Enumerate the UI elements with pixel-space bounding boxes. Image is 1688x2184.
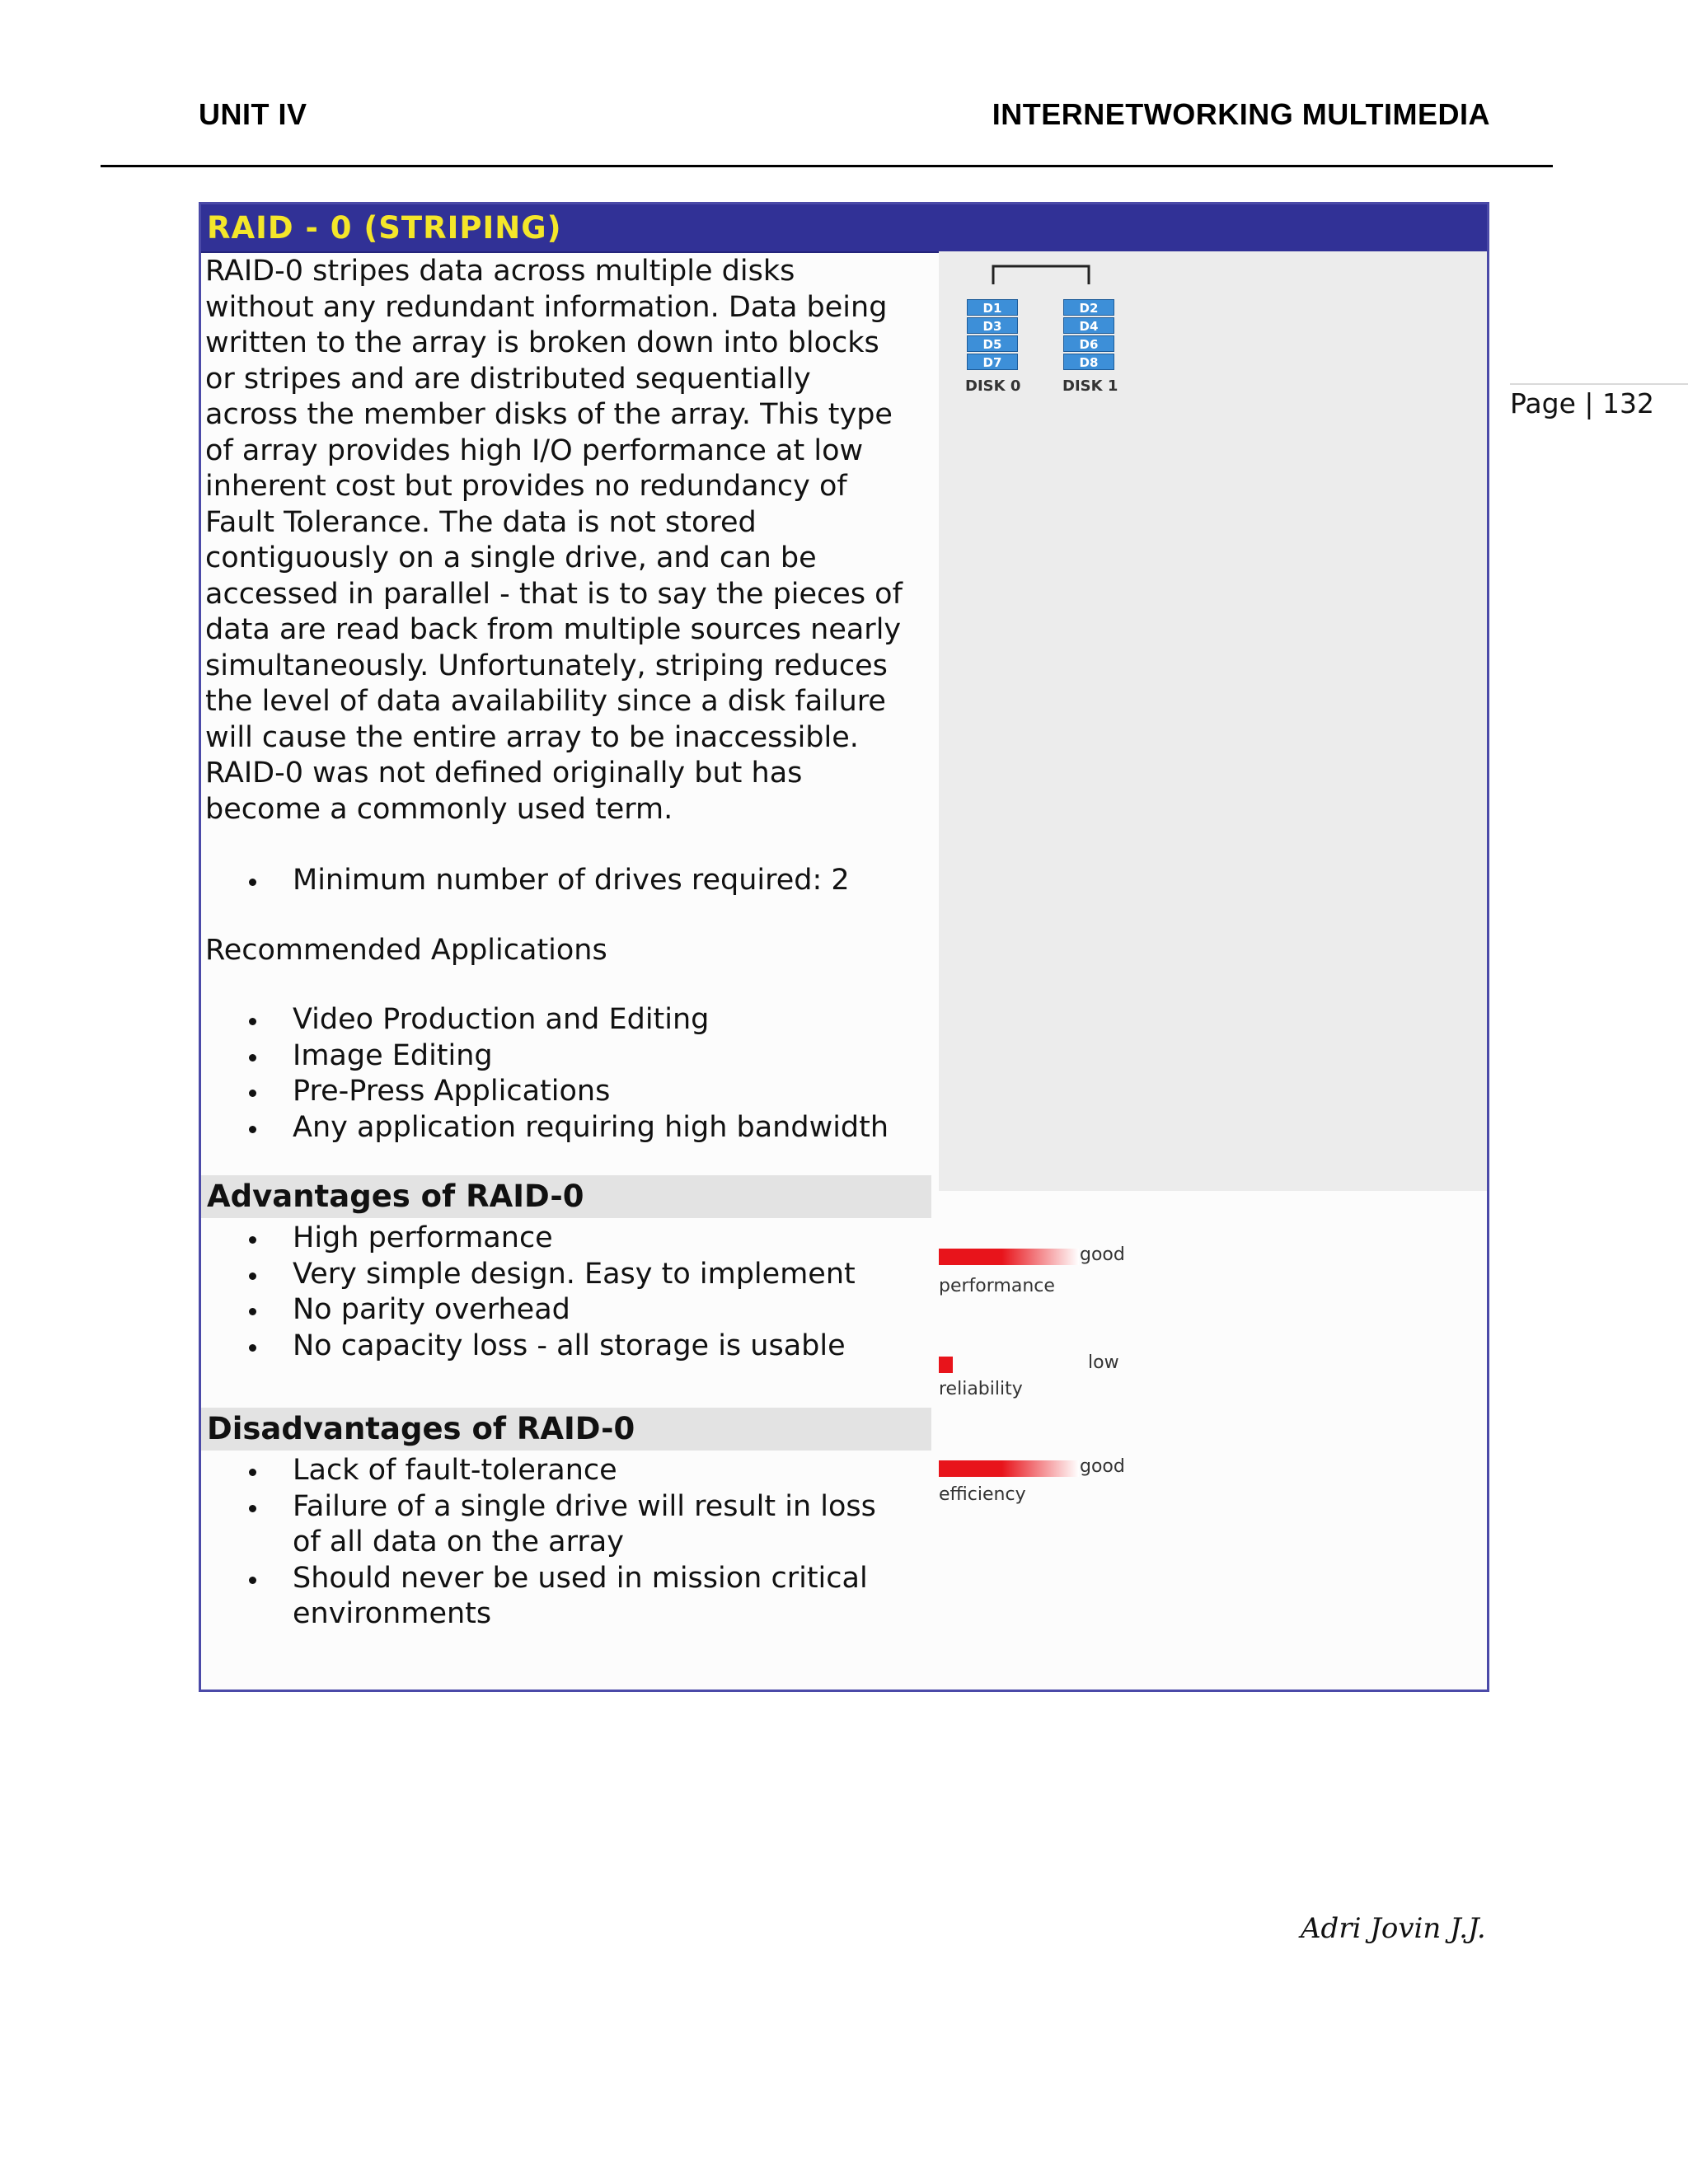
description-line: without any redundant information. Data being [205,290,888,324]
raid-info-box [199,202,1489,1692]
advantages-heading: Advantages of RAID-0 [201,1175,931,1218]
description-line: RAID-0 was not defined originally but has [205,757,803,790]
description-line: written to the array is broken down into blocks [205,326,879,359]
list-item: High performance [205,1221,931,1257]
advantages-list [205,1221,931,1364]
disk-block: D3 [967,317,1018,334]
reliability-meter-label: reliability [939,1379,1023,1399]
title-bar [201,204,1487,253]
disk-1-label: DISK 1 [1062,377,1118,395]
disk-0 [967,299,1018,372]
description-line: of array provides high I/O performance at low [205,434,864,467]
list-item: Minimum number of drives required: 2 [205,863,931,899]
disadvantages-list [205,1453,931,1633]
disk-block: D4 [1063,317,1114,334]
list-item [205,1453,931,1489]
performance-meter-label: performance [939,1276,1055,1296]
reliability-meter-value: low [1088,1352,1119,1373]
efficiency-meter-bar [939,1460,1079,1477]
item-line: Failure of a single drive will result in loss [293,1489,876,1523]
description-line: become a commonly used term. [205,792,673,826]
main-content [205,254,931,1146]
item-line: environments [293,1597,492,1630]
list-item: Very simple design. Easy to implement [205,1257,931,1293]
description-line: data are read back from multiple sources nearly [205,613,902,646]
page-number-divider [1510,383,1688,385]
efficiency-meter-value: good [1080,1456,1125,1477]
header-unit: UNIT IV [199,97,307,131]
description-line: the level of data availability since a disk failure [205,685,886,718]
item-line: Should never be used in mission critical [293,1561,868,1595]
raid-title: RAID - 0 (STRIPING) [207,210,562,246]
list-item: Any application requiring high bandwidth [205,1110,931,1146]
performance-meter-bar [939,1249,1079,1265]
disk-block: D6 [1063,335,1114,352]
recommended-list [205,1002,931,1146]
description [205,254,931,827]
description-line: Fault Tolerance. The data is not stored [205,505,757,539]
list-item: Pre-Press Applications [205,1074,931,1110]
list-item: Image Editing [205,1038,931,1075]
description-line: simultaneously. Unfortunately, striping reduces [205,649,888,682]
disk-block: D8 [1063,354,1114,370]
disk-block: D1 [967,299,1018,316]
disk-connector [939,251,1145,284]
list-item [205,1489,931,1561]
item-line: Lack of fault-tolerance [293,1454,617,1487]
disk-block: D5 [967,335,1018,352]
description-line: across the member disks of the array. This type [205,398,893,431]
diagram-panel [939,251,1487,1191]
disk-block: D7 [967,354,1018,370]
disk-block: D2 [1063,299,1114,316]
disadvantages-heading: Disadvantages of RAID-0 [201,1408,931,1451]
recommended-heading: Recommended Applications [205,933,607,967]
efficiency-meter-label: efficiency [939,1484,1026,1505]
description-line: or stripes and are distributed sequentially [205,362,811,396]
item-line: of all data on the array [293,1526,624,1558]
description-line: RAID-0 stripes data across multiple disks [205,255,795,288]
author-signature: Adri Jovin J.J. [1301,1912,1486,1945]
list-item: Video Production and Editing [205,1002,931,1038]
page-number: Page | 132 [1510,387,1654,419]
header-divider [101,165,1553,167]
disk-0-label: DISK 0 [965,377,1021,395]
disk-1 [1063,299,1114,372]
description-line: will cause the entire array to be inaccessible. [205,720,859,754]
performance-meter-value: good [1080,1244,1125,1265]
description-line: inherent cost but provides no redundancy of [205,470,847,503]
list-item [205,1561,931,1633]
min-drives-list [205,863,931,899]
list-item: No parity overhead [205,1292,931,1329]
reliability-meter-bar [939,1357,953,1373]
description-line: accessed in parallel - that is to say the pieces of [205,577,903,611]
list-item: No capacity loss - all storage is usable [205,1329,931,1365]
header-subject: INTERNETWORKING MULTIMEDIA [992,97,1490,131]
description-line: contiguously on a single drive, and can be [205,541,817,574]
